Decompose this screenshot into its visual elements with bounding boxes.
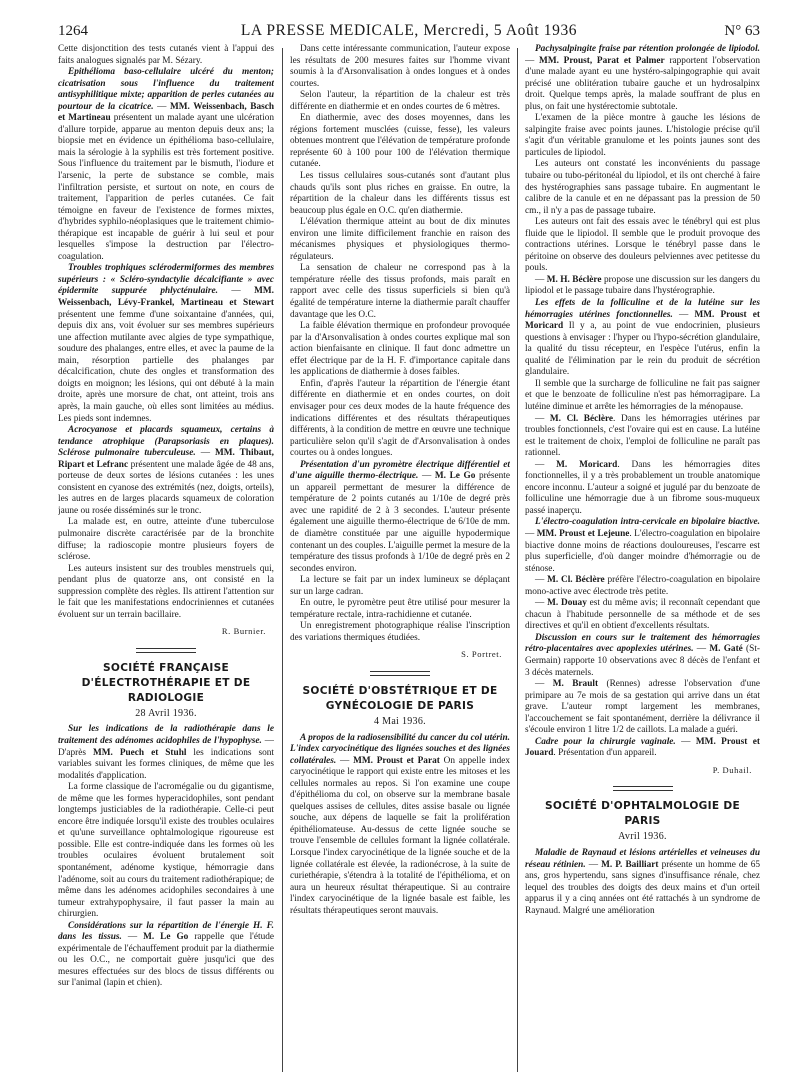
paragraph: La malade est, en outre, atteinte d'une tuberculose pulmonaire discrète caractérisée par de la bronchite diffuse; la radioscopie montre plusieurs foyers de sclérose. [58, 517, 274, 563]
article-title: Pachysalpingite fraise par rétention prolongée de lipiodol. [535, 44, 760, 54]
article-authors: M. Le Go [434, 471, 476, 482]
paragraph: Dans cette intéressante communication, l'auteur expose les résultats de 200 mesures faites sur l'homme vivant soumis à la d'Arsonvalisation à ondes longues et à ondes courtes. [290, 44, 510, 89]
section-divider [136, 648, 196, 653]
article-title: Cadre pour la chirurgie vaginale. [535, 736, 676, 747]
article-text: présentent une malade âgée de 48 ans, porteuse de deux sortes de lésions cutanées : les unes consistent en cyanose des extrémités (nez, doigts, orteils), les autres en de larges placards squameux de coloration jaune ou rosée disséminés sur le tronc. [58, 459, 274, 516]
signature: P. Duhail. [712, 764, 752, 775]
article: Troubles trophiques sclérodermiformes des membres supérieurs : « Scléro-syndactylie décalcifiante » avec épidermite suppurée phlycténulaire. — MM. Weissenbach, Lévy-Frankel, Martineau et Stewart présentent une femme d'une soixantaine d'années, qui, depuis dix ans, voit évoluer sur ses membres supérieurs une affection mutilante avec algies de type sympathique, soudure des phalanges, entre elles, et avec la paume de la main, résorption partielle des phalanges par décalcification, chute des ongles et transformation des doigts en moignon; les lésions, qui ont débuté à la main droite, après une morsure de chat, ont atteint, trois ans après, la main gauche, où elles sont limitées au médius. Les pieds sont indemnes. [58, 263, 274, 424]
journal-title: LA PRESSE MEDICALE, Mercredi, 5 Août 1936 [240, 22, 578, 39]
paragraph: La forme classique de l'acromégalie ou du gigantisme, de même que les formes hyperacidophiles, sont pendant longtemps justiciables de la radiothérapie. Celle-ci peut encore être indiquée lorsqu'il existe des troubles oculaires et qu'une surveillance ophtalmologique rigoureuse est possible. Elle est contre-indiquée dans les formes où les troubles oculaires évoluent brutalement soit spontanément, adénome kystique, hémorragie dans l'adénome, soit au cours du traitement radiothérapique; de même dans les adénomes acidophiles secondaires à une tumeur extrahypophysaire, il faut passer la main au chirurgien. [58, 782, 274, 920]
paragraph: Enfin, d'après l'auteur la répartition de l'énergie étant différente en diathermie et en ondes courtes, on doit envisager pour ces deux modes de la haute fréquence des indications différentes et des résultats thérapeutiques différents, à la condition de mettre en œuvre une technique particulière selon qu'il s'agit de d'Arsonvalisation à ondes courtes ou à ondes longues. [290, 378, 510, 459]
signature: R. Burnier. [221, 626, 266, 637]
article-authors: MM. Puech et Stuhl [92, 747, 187, 758]
article-authors: MM. Weissenbach, Lévy-Frankel, Martineau et Stewart [58, 286, 274, 309]
article-title: Epithélioma baso-cellulaire ulcéré du menton; cicatrisation sous l'influence du traitement antisyphilitique mixte; apparition de perles cutanées au pourtour de la cicatrice. [58, 67, 274, 112]
paragraph: Les auteurs ont constaté les inconvénients du passage tubaire ou tubo-péritonéal du lipiodol, et ils ont cherché à faire des hystérographies sans passage tubaire. En augmentant le calibre de la canule et en ne dépassant pas la pression de 50 cm., il n'y a pas de passage tubaire. [525, 159, 760, 216]
article-authors: MM. Proust et Jouard [525, 736, 760, 759]
article-title: Sur les indications de la radiothérapie dans le traitement des adénomes acidophiles de l'hypophyse. [58, 724, 274, 746]
article: Présentation d'un pyromètre électrique différentiel et d'une aiguille thermo-électrique. — M. Le Go présente un appareil permettant de mesurer la différence de température de 2 points cutanés au 1/10e de degré près avec une rapidité de 2 à 3 secondes. L'auteur présente également une aiguille thermo-électrique de 6/10e de mm. de diamètre constituée par une aiguille hypodermique contenant un des couples. L'aiguille permet la mesure de la température des tissus profonds à 1/10e de degré près en 2 secondes environ. [290, 459, 510, 574]
page [58, 0, 760, 1082]
paragraph: — M. Cl. Béclère. Dans les hémorragies utérines par troubles fonctionnels, c'est l'ovaire qui est en cause. La lutéine est le traitement de choix, l'emploi de folliculine ne paraît pas rationnel. [525, 413, 760, 459]
article-title: Acrocyanose et placards squameux, certains à tendance atrophique (Parapsoriasis en plaques). Sclérose pulmonaire tuberculeuse. [58, 425, 274, 459]
society-heading: SOCIÉTÉ FRANÇAISE D'ÉLECTROTHÉRAPIE ET DE RADIOLOGIE [81, 661, 251, 704]
article-title: Présentation d'un pyromètre électrique différentiel et d'une aiguille thermo-électrique. [290, 459, 510, 482]
page-number: 1264 [58, 23, 88, 39]
paragraph: — M. Cl. Béclère préfère l'électro-coagulation en bipolaire mono-active avec électrode très petite. [525, 575, 760, 597]
column-rule [282, 48, 283, 1072]
article-title: A propos de la radiosensibilité du cancer du col utérin. L'index caryocinétique des lignées souches et des lignées collatérales. [290, 732, 510, 766]
article-text: (St-Germain) rapporte 10 observations avec 8 décès de l'enfant et 3 décès maternels. [525, 644, 760, 678]
paragraph: Les auteurs insistent sur des troubles menstruels qui, pendant plus de quatorze ans, ont consisté en la suppression complète des règles. Ils attirent l'attention sur le fait que les manifestations endocriniennes et cutanées évoluent sur un terrain bacillaire. [58, 563, 274, 620]
paragraph: La sensation de chaleur ne correspond pas à la température réelle des tissus profonds, mais paraît en rapport avec celle des tissus superficiels si bien qu'à égalité de température interne la diathermie paraît chauffer davantage que les O.C. [290, 263, 510, 320]
article-authors: M. Le Go [143, 932, 189, 943]
column-left [58, 44, 274, 1074]
session-date: 4 Mai 1936. [374, 715, 426, 727]
issue-number: N° 63 [724, 23, 760, 39]
article-text: les indications sont variables suivant les formes cliniques, de même que les modalités d'application. [58, 747, 274, 781]
article-text: rapportent l'observation d'une malade ayant eu une hystéro-salpingographie qui avait précisé une oblitération tubaire gauche et un hydrosalpinx droit. Quelque temps après, la malade souffrant de plus en plus, on fait une hystérectomie subtotale. [525, 55, 760, 112]
section-divider [613, 786, 673, 791]
paragraph: — M. Brault (Rennes) adresse l'observation d'une primipare au 7e mois de sa gestation qui arrive dans un état grave. L'auteur rompt largement les membranes, l'accouchement se fait spontanément, derrière la délivrance il s'écoule environ 1 litre 1/2 de caillots. La malade a guéri. [525, 679, 760, 736]
paragraph: Les auteurs ont fait des essais avec le ténébryl qui est plus fluide que le lipiodol. Il semble que le produit provoque des contractions utérines. Lorsque le ténébryl passe dans le péritoine on observe des douleurs pelviennes avec petitesse du pouls. [525, 217, 760, 274]
article-authors: MM. Proust et Parat [353, 755, 440, 766]
article: Les effets de la folliculine et de la lutéine sur les hémorragies utérines fonctionnelles. — MM. Proust et Moricard Il y a, au point de vue endocrinien, plusieurs questions à envisager : l'hyper ou l'hypo-sécrétion glandulaire, la qualité du tissu récepteur, en l'espèce l'utérus, enfin la qualité de l'élimination par le rein du produit de sécrétion glandulaire. [525, 298, 760, 378]
paragraph: L'élévation thermique atteint au bout de dix minutes environ une limite difficilement franchie en raison des mécanismes physiques et physiologiques thermo-régulateurs. [290, 217, 510, 262]
column-middle [290, 44, 510, 1074]
paragraph: Il semble que la surcharge de folliculine ne fait pas saigner et que le benzoate de folliculine n'est pas hémorragipare. La lutéine diminue et arrête les hémorragies de la ménopause. [525, 378, 760, 412]
paragraph: La lecture se fait par un index lumineux se déplaçant sur un large cadran. [290, 575, 510, 597]
article: A propos de la radiosensibilité du cancer du col utérin. L'index caryocinétique des lignées souches et des lignées collatérales. — MM. Proust et Parat On appelle index caryocinétique le rapport qui existe entre les mitoses et les cellules normales au repos. Si l'on examine une coupe d'épithélioma du col, on observe sur la membrane basale quelques assises de cellules, dites assise basale ou lignée souche, aux dépens de laquelle se fait la prolifération épithéliomateuse. Au-dessus de cette lignée souche se trouve l'ensemble de cellules formant la lignée collatérale. Lorsque l'index caryocinétique de la lignée souche et de la lignée collatérale est élevée, la radionécrose, à la suite de curiethérapie, s'étendra à la totalité de l'épithélioma, et on aura un heureux résultat thérapeutique. Si au contraire l'index caryocinétique de la lignée basale est faible, les résultats thérapeutiques seront mauvais. [290, 732, 510, 916]
article-title: L'électro-coagulation intra-cervicale en bipolaire biactive. [535, 517, 760, 528]
speaker-name: M. H. Béclère [546, 274, 602, 285]
article: L'électro-coagulation intra-cervicale en bipolaire biactive. — MM. Proust et Lejeune. L'électro-coagulation en bipolaire biactive donne moins de réactions douloureuses, l'escarre est plus superficielle, d'où danger moindre d'hémorragie ou de sténose. [525, 517, 760, 574]
article-title: Maladie de Raynaud et lésions artérielles et veineuses du réseau rétinien. [525, 848, 760, 870]
session-date: 28 Avril 1936. [135, 707, 197, 719]
society-heading: SOCIÉTÉ D'OPHTALMOLOGIE DE PARIS [544, 800, 741, 828]
page-header [58, 20, 760, 42]
paragraph: L'examen de la pièce montre à gauche les lésions de salpingite fraise avec points jaunes. L'histologie précise qu'il s'agit d'un véritable granulome et les points jaunes sont des particules de lipiodol. [525, 113, 760, 158]
paragraph: — M. Douay est du même avis; il reconnaît cependant que chacun à l'habitude personnelle de sa méthode et de ses directives et qu'il en obtient d'excellents résultats. [525, 598, 760, 632]
speaker-name: M. Brault [552, 679, 599, 690]
paragraph: Les tissus cellulaires sous-cutanés sont d'autant plus chauds qu'ils sont plus riches en graisse. En outre, la répartition de la chaleur dans les différents tissus est beaucoup plus égale en O.C. qu'en diathermie. [290, 171, 510, 216]
article-text: L'électro-coagulation en bipolaire biactive donne moins de réactions douloureuses, l'escarre est plus superficielle, d'où danger moindre d'hémorragie ou de sténose. [525, 528, 760, 574]
speaker-name: M. Cl. Béclère [549, 413, 614, 424]
paragraph: Un enregistrement photographique réalise l'inscription des variations thermiques étudiées. [290, 621, 510, 643]
article-text: présente un homme de 65 ans, gros hypertendu, sans signes d'insuffisance rénale, chez lequel des troubles des doigts des deux mains et d'un orteil apparus il y a cinq années ont été rattachés à un syndrome de Raynaud. Malgré une amélioration [525, 859, 760, 916]
article: Cadre pour la chirurgie vaginale. — MM. Proust et Jouard. Présentation d'un appareil. [525, 736, 760, 759]
paragraph: En diathermie, avec des doses moyennes, dans les régions fortement musclées (cuisse, fesse), les valeurs obtenues montrent que l'élévation de température profonde représente 60 à 100 pour 100 de l'élévation thermique cutanée. [290, 113, 510, 170]
article: Maladie de Raynaud et lésions artérielles et veineuses du réseau rétinien. — M. P. Bailliart présente un homme de 65 ans, gros hypertendu, sans signes d'insuffisance rénale, chez lequel des troubles des doigts des deux mains et d'un orteil apparus il y a cinq années ont été rattachés à un syndrome de Raynaud. Malgré une amélioration [525, 848, 760, 916]
speaker-name: M. Moricard [556, 459, 618, 470]
paragraph: Selon l'auteur, la répartition de la chaleur est très différente en diathermie et en ondes courtes de 6 mètres. [290, 90, 510, 112]
section-divider [370, 671, 430, 676]
article: Sur les indications de la radiothérapie dans le traitement des adénomes acidophiles de l'hypophyse. — D'après MM. Puech et Stuhl les indications sont variables suivant les formes cliniques, de même que les modalités d'application. [58, 724, 274, 781]
article-text: rappelle que l'étude expérimentale de l'échauffement produit par la diathermie ou les O.C., ne comportait guère jusqu'ici que des mesures effectuées sur des blocs de tissus différents ou sur l'animal (lapin et chien). [58, 932, 274, 989]
article-authors: MM. Proust et Moricard [525, 309, 760, 332]
article: Considérations sur la répartition de l'énergie H. F. dans les tissus. — M. Le Go rappelle que l'étude expérimentale de l'échauffement produit par la diathermie ou les O.C., ne comportait guère jusqu'ici que des mesures effectuées sur des blocs de tissus différents ou sur l'animal (lapin et chien). [58, 920, 274, 989]
article: Epithélioma baso-cellulaire ulcéré du menton; cicatrisation sous l'influence du traitement antisyphilitique mixte; apparition de perles cutanées au pourtour de la cicatrice. — MM. Weissenbach, Basch et Martineau présentent un malade ayant une ulcération d'allure torpide, apparue au menton depuis deux ans; la biopsie met en évidence un épithélioma baso-cellulaire, mais la sérologie à la syphilis est très fortement positive. Sous l'influence du traitement par le bismuth, l'iodure et l'arsenic, la perte de substance se comble, mais l'infiltration persiste, et surtout on note, en cours de traitement, l'apparition de perles cutanées. Ce fait témoigne en faveur de l'existence de formes mixtes, d'hybrides syphilo-néoplasiques que le traitement chimio-thérapique est incapable de guérir à lui seul et pour lesquelles s'impose la destruction par l'électro-coagulation. [58, 67, 274, 262]
article-text: Présentation d'un appareil. [558, 748, 657, 759]
paragraph: En outre, le pyromètre peut être utilisé pour mesurer la température rectale, intra-rachidienne et cutanée. [290, 598, 510, 620]
society-heading: SOCIÉTÉ D'OBSTÉTRIQUE ET DE GYNÉCOLOGIE DE PARIS [302, 684, 498, 712]
article: Discussion en cours sur le traitement des hémorragies rétro-placentaires avec apoplexies utérines. — M. Gaté (St-Germain) rapporte 10 observations avec 8 décès de l'enfant et 3 décès maternels. [525, 632, 760, 678]
article-text: présente un appareil permettant de mesurer la différence de température de 2 points cutanés au 1/10e de degré près avec une rapidité de 2 à 3 secondes. L'auteur présente également une aiguille thermo-électrique de 6/10e de mm. de diamètre constituée par une aiguille hypodermique contenant un des couples. L'aiguille permet la mesure de la température des tissus profonds à 1/10e de degré près en 2 secondes environ. [290, 471, 510, 574]
article-authors: MM. Weissenbach, Basch et Martineau [58, 101, 274, 124]
paragraph: — M. Moricard. Dans les hémorragies dites fonctionnelles, il y a très probablement un trouble anatomique encore inconnu. L'auteur a soigné et jugulé par du benzoate de folliculine une hémorragie due à un fibrome sous-muqueux passé inaperçu. [525, 459, 760, 516]
speaker-name: M. Cl. Béclère [547, 575, 605, 586]
article-authors: M. P. Bailliart [601, 859, 659, 870]
article-title: Troubles trophiques sclérodermiformes des membres supérieurs : « Scléro-syndactylie décalcifiante » avec épidermite suppurée phlycténulaire. [58, 263, 274, 297]
article: Acrocyanose et placards squameux, certains à tendance atrophique (Parapsoriasis en plaques). Sclérose pulmonaire tuberculeuse. — MM. Thibaut, Ripart et Lefranc présentent une malade âgée de 48 ans, porteuse de deux sortes de lésions cutanées : les unes consistent en cyanose des extrémités (nez, doigts, orteils), les autres en de larges placards squameux de coloration jaune ou rosée disséminés sur le tronc. [58, 425, 274, 516]
article: Pachysalpingite fraise par rétention prolongée de lipiodol. — MM. Proust, Parat et Palmer rapportent l'observation d'une malade ayant eu une hystéro-salpingographie qui avait précisé une oblitération tubaire gauche et un hydrosalpinx droit. Quelque temps après, la malade souffrant de plus en plus, on fait une hystérectomie subtotale. [525, 44, 760, 112]
article-title: Considérations sur la répartition de l'énergie H. F. dans les tissus. [58, 920, 274, 943]
article-authors: MM. Proust et Lejeune [536, 528, 630, 539]
session-date: Avril 1936. [618, 831, 667, 843]
paragraph: — M. H. Béclère propose une discussion sur les dangers du lipiodol et le passage tubaire dans l'hystérographie. [525, 274, 760, 297]
signature: S. Portret. [461, 649, 502, 660]
article-title: Les effets de la folliculine et de la lutéine sur les hémorragies utérines fonctionnelles. [525, 298, 760, 320]
article-authors: M. Gaté [709, 644, 743, 655]
article-authors: MM. Thibaut, Ripart et Lefranc [58, 448, 274, 470]
speaker-name: M. Douay [547, 598, 587, 609]
article-title: Discussion en cours sur le traitement des hémorragies rétro-placentaires avec apoplexies utérines. [525, 632, 760, 655]
paragraph: La faible élévation thermique en profondeur provoquée par la d'Arsonvalisation à ondes courtes explique mal son action bienfaisante en clinique. Il faut donc admettre un effet électrique par de la H. F. d'importance capitale dans les applications de diathermie à doses faibles. [290, 321, 510, 378]
column-rule [517, 48, 518, 1072]
article-text: présentent un malade ayant une ulcération d'allure torpide, apparue au menton depuis deux ans; la biopsie met en évidence un épithélioma baso-cellulaire, mais la sérologie à la syphilis est très fortement positive. Sous l'influence du traitement par le bismuth, l'iodure et l'arsenic, la perte de substance se comble, mais l'infiltration persiste, et surtout on note, en cours de traitement, l'apparition de perles cutanées. Ce fait témoigne en faveur de l'existence de formes mixtes, d'hybrides syphilo-néoplasiques que le traitement chimio-thérapique est incapable de guérir à lui seul et pour lesquelles s'impose la destruction par l'électro-coagulation. [58, 113, 274, 262]
article-text: présentent une femme d'une soixantaine d'années, qui, depuis dix ans, voit évoluer sur ses membres supérieurs une affection mutilante avec algies de type sympathique, soudure des phalanges, entre elles, et avec la paume de la main, résorption partielle des phalanges par décalcification, chute des ongles et transformation des doigts en moignon; les lésions, qui ont débuté à la main droite, après une morsure de chat, ont atteint, trois ans après, la main gauche, où elles sont limitées au médius. Les pieds sont indemnes. [58, 309, 274, 424]
paragraph: Cette disjonctition des tests cutanés vient à l'appui des faits analogues signalés par M. Sézary. [58, 44, 274, 66]
column-right [525, 44, 760, 1074]
article-authors: MM. Proust, Parat et Palmer [539, 55, 665, 66]
article-text: Il y a, au point de vue endocrinien, plusieurs questions à envisager : l'hyper ou l'hypo-sécrétion glandulaire, la qualité du tissu récepteur, en l'espèce l'utérus, enfin la qualité de l'élimination par le rein du produit de sécrétion glandulaire. [525, 321, 760, 378]
article-text: On appelle index caryocinétique le rapport qui existe entre les mitoses et les cellules normales au repos. Si l'on examine une coupe d'épithélioma du col, on observe sur la membrane basale quelques assises de cellules, dites assise basale ou lignée souche, aux dépens de laquelle se fait la prolifération épithéliomateuse. Au-dessus de cette lignée souche se trouve l'ensemble de cellules formant la lignée collatérale. Lorsque l'index caryocinétique de la lignée souche et de la lignée collatérale est élevée, la radionécrose, à la suite de curiethérapie, s'étendra à la totalité de l'épithélioma, et on aura un heureux résultat thérapeutique. Si au contraire l'index caryocinétique de la lignée basale est faible, les résultats thérapeutiques seront mauvais. [290, 755, 510, 916]
